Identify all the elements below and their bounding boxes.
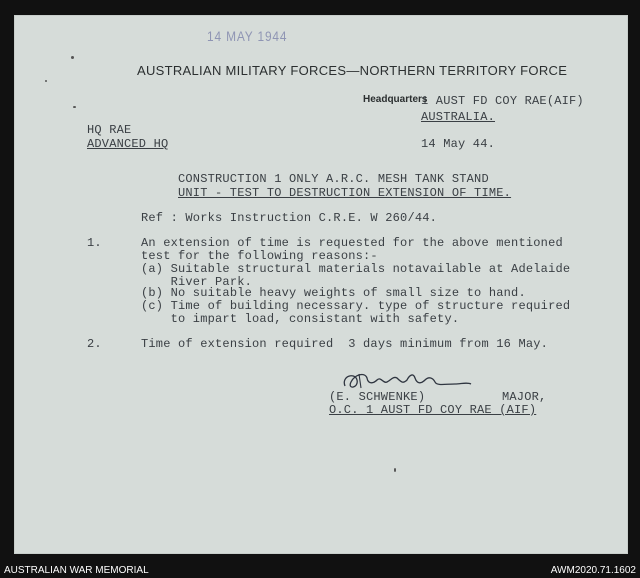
unit-location: AUSTRALIA.	[421, 110, 496, 124]
paragraph-2-number: 2.	[87, 337, 102, 351]
paragraph-1-line: to impart load, consistant with safety.	[141, 312, 460, 326]
paragraph-1-line: (b) No suitable heavy weights of small size to hand.	[141, 286, 526, 300]
footer-institution: AUSTRALIAN WAR MEMORIAL	[4, 565, 149, 576]
paragraph-1-number: 1.	[87, 236, 102, 250]
paragraph-1-line: (c) Time of building necessary. type of structure required	[141, 299, 571, 313]
paper-speck	[73, 106, 76, 108]
unit-name: 1 AUST FD COY RAE(AIF)	[421, 94, 584, 108]
signatory-name: (E. SCHWENKE)	[329, 390, 426, 404]
subject-line-1: CONSTRUCTION 1 ONLY A.R.C. MESH TANK STAND	[178, 172, 489, 186]
paragraph-1-line: test for the following reasons:-	[141, 249, 378, 263]
paper-speck	[71, 56, 74, 59]
paragraph-1-line: River Park.	[141, 275, 253, 289]
signatory-rank: MAJOR,	[502, 390, 547, 404]
paper-speck	[45, 80, 47, 82]
document-page	[14, 15, 628, 554]
paragraph-1-line: An extension of time is requested for the above mentioned	[141, 236, 563, 250]
reference-line: Ref : Works Instruction C.R.E. W 260/44.	[141, 211, 438, 225]
date-stamp: 14 MAY 1944	[207, 28, 288, 44]
subject-line-2: UNIT - TEST TO DESTRUCTION EXTENSION OF TIME.	[178, 186, 512, 200]
signatory-position: O.C. 1 AUST FD COY RAE (AIF)	[329, 403, 537, 417]
letterhead: AUSTRALIAN MILITARY FORCES—NORTHERN TERRITORY FORCE	[137, 63, 568, 78]
headquarters-label: Headquarters	[363, 94, 428, 105]
letter-date: 14 May 44.	[421, 137, 496, 151]
paragraph-1-line: (a) Suitable structural materials notavailable at Adelaide	[141, 262, 571, 276]
footer-accession-number: AWM2020.71.1602	[550, 565, 636, 576]
paragraph-2-text: Time of extension required 3 days minimum from 16 May.	[141, 337, 549, 351]
recipient-line-2: ADVANCED HQ	[87, 137, 169, 151]
paper-speck	[394, 468, 396, 472]
recipient-line-1: HQ RAE	[87, 123, 132, 137]
